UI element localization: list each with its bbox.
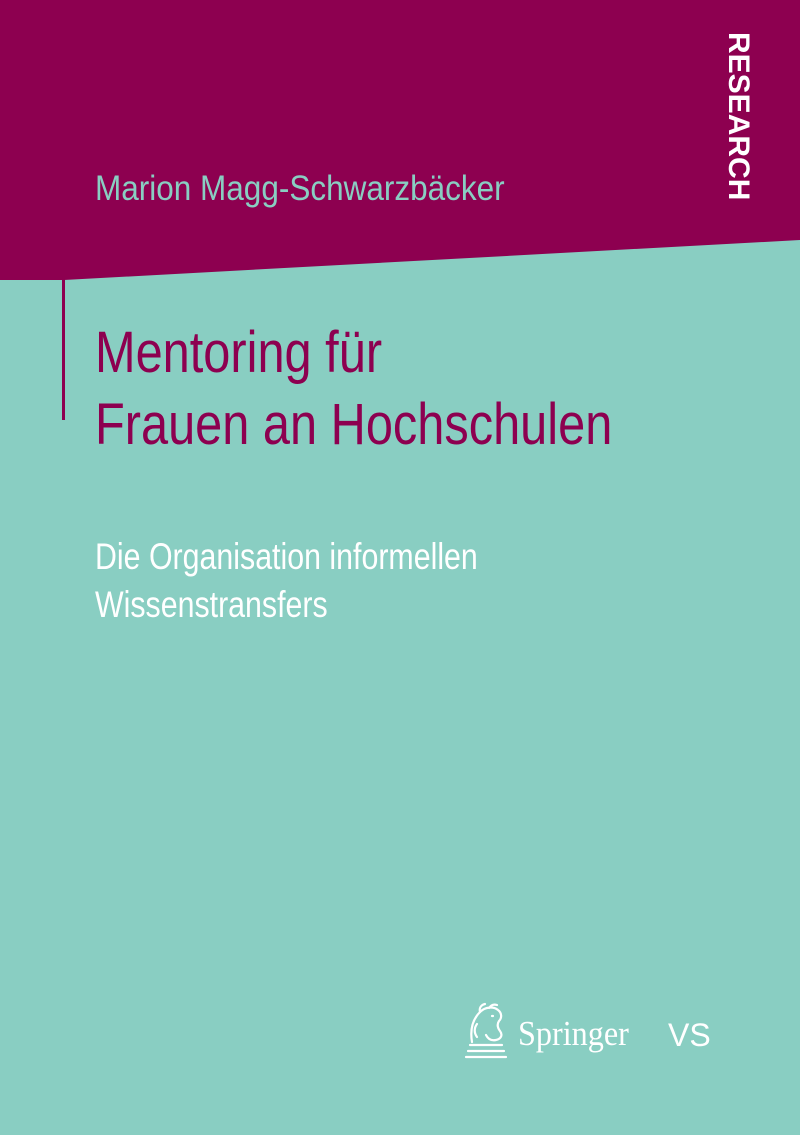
left-accent-line (62, 0, 65, 420)
publisher-suffix: VS (668, 1017, 711, 1053)
top-color-band (0, 0, 800, 285)
series-label: RESEARCH (722, 32, 755, 201)
book-title (95, 317, 683, 461)
title-line: Frauen an Hochschulen (95, 392, 613, 457)
subtitle-line: Die Organisation informellen (95, 536, 478, 577)
author-name: Marion Magg-Schwarzbäcker (95, 169, 505, 208)
subtitle-line: Wissenstransfers (95, 584, 328, 625)
springer-horse-head-icon (462, 1000, 510, 1062)
book-subtitle (95, 533, 620, 629)
publisher-name: Springer (518, 1014, 629, 1053)
title-line: Mentoring für (95, 320, 383, 385)
publisher-logo-lockup (462, 1000, 722, 1070)
